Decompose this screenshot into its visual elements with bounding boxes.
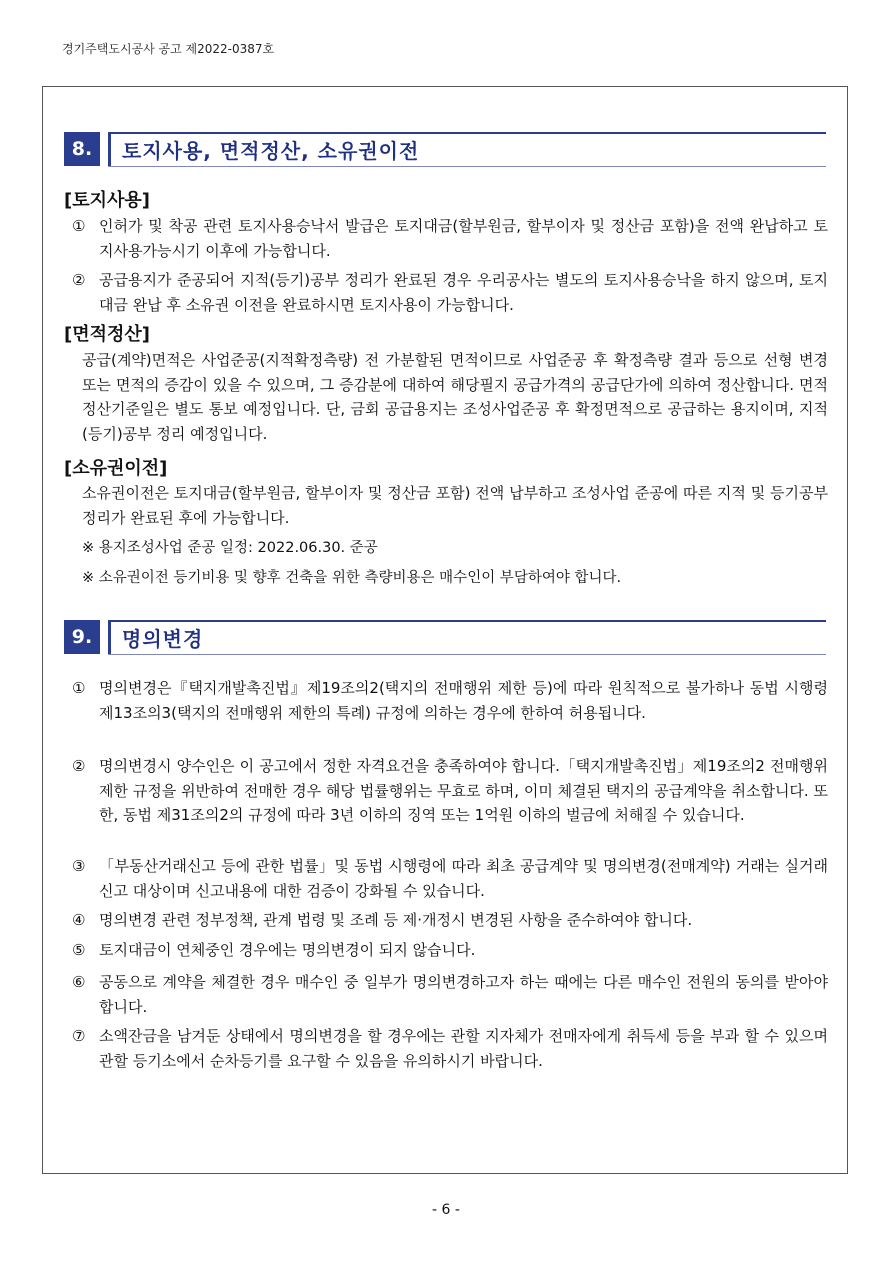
- section-divider: [108, 654, 826, 655]
- item-marker: ①: [72, 217, 86, 235]
- section-8-title: 토지사용, 면적정산, 소유권이전: [122, 139, 420, 163]
- item-text: 인허가 및 착공 관련 토지사용승낙서 발급은 토지대금(할부원금, 할부이자 및 정산금 포함)을 전액 완납하고 토지사용가능시기 이후에 가능합니다.: [99, 217, 828, 260]
- section-divider: [108, 132, 826, 134]
- area-settlement-text: 공급(계약)면적은 사업준공(지적확정측량) 전 가분할된 면적이므로 사업준공 후 확정측량 결과 등으로 선형 변경 또는 면적의 증감이 있을 수 있으며, 그 증감분에 대하여 해당필지 공급가격의 공급단가에 의하여 정산합니다. 면적정산기준일은 별도 통보 예정입니다. 단, 금회 공급용지는 조성사업준공 후 확정면적으로 공급하는 용지이며, 지적(등기)공부 정리 예정입니다.: [82, 351, 828, 443]
- ownership-heading: [소유권이전]: [64, 458, 168, 479]
- list-item: [72, 1024, 828, 1073]
- list-item: [72, 214, 828, 263]
- section-divider: [108, 166, 826, 167]
- item-marker: ⑤: [72, 941, 86, 959]
- section-8-header: [64, 132, 826, 172]
- item-text: 공동으로 계약을 체결한 경우 매수인 중 일부가 명의변경하고자 하는 때에는 다른 매수인 전원의 동의를 받아야합니다.: [99, 973, 828, 1016]
- area-settlement-heading: [면적정산]: [64, 324, 151, 345]
- list-item: [72, 676, 828, 725]
- item-text: 소액잔금을 남겨둔 상태에서 명의변경을 할 경우에는 관할 지자체가 전매자에게 취득세 등을 부과 할 수 있으며 관할 등기소에서 순차등기를 요구할 수 있음을 유의하시기 바랍니다.: [99, 1027, 828, 1070]
- item-marker: ①: [72, 679, 86, 697]
- list-item: [72, 268, 828, 317]
- ownership-note: ※ 용지조성사업 준공 일정: 2022.06.30. 준공: [82, 540, 378, 556]
- section-9-title: 명의변경: [122, 627, 204, 651]
- list-item: [72, 938, 828, 963]
- item-marker: ⑦: [72, 1027, 86, 1045]
- land-use-heading: [토지사용]: [64, 190, 151, 211]
- item-text: 명의변경은『택지개발촉진법』제19조의2(택지의 전매행위 제한 등)에 따라 원칙적으로 불가하나 동법 시행령 제13조의3(택지의 전매행위 제한의 특례) 규정에 의하는 경우에 한하여 허용됩니다.: [99, 679, 828, 722]
- item-marker: ③: [72, 857, 86, 875]
- list-item: [72, 854, 828, 903]
- item-text: 공급용지가 준공되어 지적(등기)공부 정리가 완료된 경우 우리공사는 별도의 토지사용승낙을 하지 않으며, 토지대금 완납 후 소유권 이전을 완료하시면 토지사용이 가능합니다.: [99, 271, 828, 314]
- list-item: [72, 908, 828, 933]
- item-marker: ②: [72, 757, 86, 775]
- item-marker: ②: [72, 271, 86, 289]
- page-number: - 6 -: [432, 1202, 460, 1218]
- item-marker: ⑥: [72, 973, 86, 991]
- section-8-number: 8.: [64, 132, 100, 166]
- notice-number: 경기주택도시공사 공고 제2022-0387호: [62, 42, 275, 56]
- item-text: 「부동산거래신고 등에 관한 법률」및 동법 시행령에 따라 최초 공급계약 및 명의변경(전매계약) 거래는 실거래신고 대상이며 신고내용에 대한 검증이 강화될 수 있습니다.: [99, 857, 828, 900]
- list-item: [72, 754, 828, 828]
- section-9-number: 9.: [64, 620, 100, 654]
- item-text: 토지대금이 연체중인 경우에는 명의변경이 되지 않습니다.: [99, 941, 476, 959]
- section-divider: [108, 620, 111, 654]
- item-text: 명의변경시 양수인은 이 공고에서 정한 자격요건을 충족하여야 합니다.「택지개발촉진법」제19조의2 전매행위 제한 규정을 위반하여 전매한 경우 해당 법률행위는 무효로 하며, 이미 체결된 택지의 공급계약을 취소합니다. 또한, 동법 제31조의2의 규정에 따라 3년 이하의 징역 또는 1억원 이하의 벌금에 처해질 수 있습니다.: [99, 757, 828, 824]
- item-text: 명의변경 관련 정부정책, 관계 법령 및 조례 등 제·개정시 변경된 사항을 준수하여야 합니다.: [99, 911, 693, 929]
- ownership-text: 소유권이전은 토지대금(할부원금, 할부이자 및 정산금 포함) 전액 납부하고 조성사업 준공에 따른 지적 및 등기공부 정리가 완료된 후에 가능합니다.: [82, 484, 828, 527]
- section-divider: [108, 132, 111, 166]
- section-divider: [108, 620, 826, 622]
- list-item: [72, 970, 828, 1019]
- item-marker: ④: [72, 911, 86, 929]
- ownership-note: ※ 소유권이전 등기비용 및 향후 건축을 위한 측량비용은 매수인이 부담하여야 합니다.: [82, 570, 622, 586]
- section-9-header: [64, 620, 826, 660]
